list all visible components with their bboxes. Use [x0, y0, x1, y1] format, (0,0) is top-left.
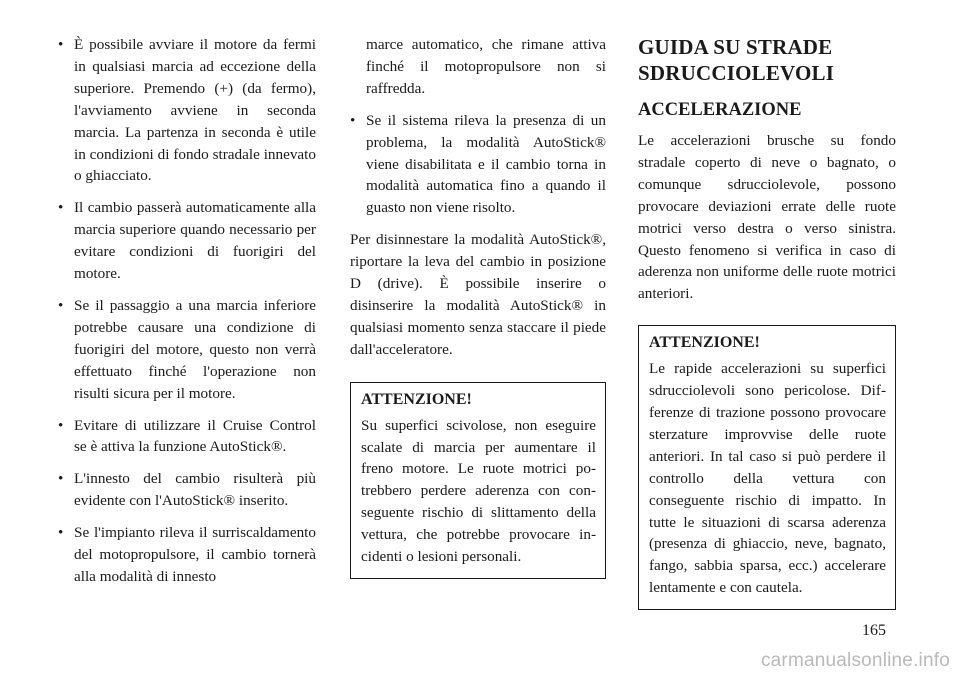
bullet-item: • Se il passaggio a una marcia inferiore potrebbe causare una condizione di fuorigiri del motore, questo non verrà effettuato finché l'operazione non risulti sicura per il motore.: [58, 295, 316, 405]
body-paragraph: Per disinnestare la modalità AutoStick®, riportare la leva del cambio in posizione D (drive). È possibile inserire o disinserire la modalità AutoStick® in qualsiasi momento senza staccare il piede dall'acceleratore.: [350, 231, 606, 358]
warning-box: [350, 382, 606, 579]
bullet-item: • Se l'impianto rileva il surriscaldamento del motopropulsore, il cambio tornerà alla modalità di innesto: [58, 522, 316, 588]
bullet-item: • Se il sistema rileva la presenza di un problema, la modalità AutoStick® viene disabilitata e il cambio torna in modalità automatica fino a quando il guasto non viene risolto.: [350, 110, 606, 220]
warning-title: ATTENZIONE!: [649, 334, 760, 352]
bullet-item: • È possibile avviare il motore da fermi in qualsiasi marcia ad eccezione della superiore. Premendo (+) (da fermo), l'avviamento avviene in seconda marcia. La partenza in seconda è utile in condizioni di fondo stradale innevato o ghiacciato.: [58, 34, 316, 187]
bullet-item: • L'innesto del cambio risulterà più evidente con l'AutoStick® inserito.: [58, 468, 316, 512]
warning-text: Le rapide accelerazioni su superfici sdrucciolevoli sono pericolose. Differenze di trazione possono provocare sterzature improvvise delle ruote anteriori. In tal caso si può perdere il controllo della vettura con conseguente rischio di impatto. In tutte le situazioni di scarsa aderenza (presenza di ghiaccio, neve, bagnato, fango, sabbia sparsa, ecc.) accelerare lentamente e con cautela.: [649, 360, 886, 597]
bullet-item: • Il cambio passerà automaticamente alla marcia superiore quando necessario per evitare condizioni di fuorigiri del motore.: [58, 197, 316, 285]
page-number: 165: [862, 622, 886, 639]
warning-text: Su superfici scivolose, non eseguire scalate di marcia per aumentare il freno motore. Le ruote motrici potrebbero perdere aderenza con conseguente rischio di slittamento della vettura, che potrebbe provocare incidenti o lesioni personali.: [361, 416, 596, 566]
bullet-continuation: marce automatico, che rimane attiva finché il motopropulsore non si raffredda.: [366, 36, 606, 97]
body-paragraph: Le accelerazioni brusche su fondo stradale coperto di neve o bagnato, o comunque sdrucciolevole, possono provocare deviazioni errate delle ruote motrici verso destra o verso sinistra. Questo fenomeno si verifica in caso di aderenza non uniforme delle ruote motrici anteriori.: [638, 132, 896, 303]
bullet-list: [350, 110, 606, 220]
warning-box: [638, 325, 896, 610]
section-heading: GUIDA SU STRADE SDRUCCIOLEVOLI: [638, 35, 835, 85]
bullet-item: • Evitare di utilizzare il Cruise Control se è attiva la funzione AutoStick®.: [58, 415, 316, 459]
column-middle: [350, 34, 606, 579]
column-left: [58, 34, 316, 598]
section-subheading: ACCELERAZIONE: [638, 100, 802, 120]
column-right: [638, 34, 896, 610]
bullet-list: [58, 34, 316, 588]
watermark: carmanualsonline.info: [760, 650, 950, 672]
warning-title: ATTENZIONE!: [361, 390, 472, 408]
